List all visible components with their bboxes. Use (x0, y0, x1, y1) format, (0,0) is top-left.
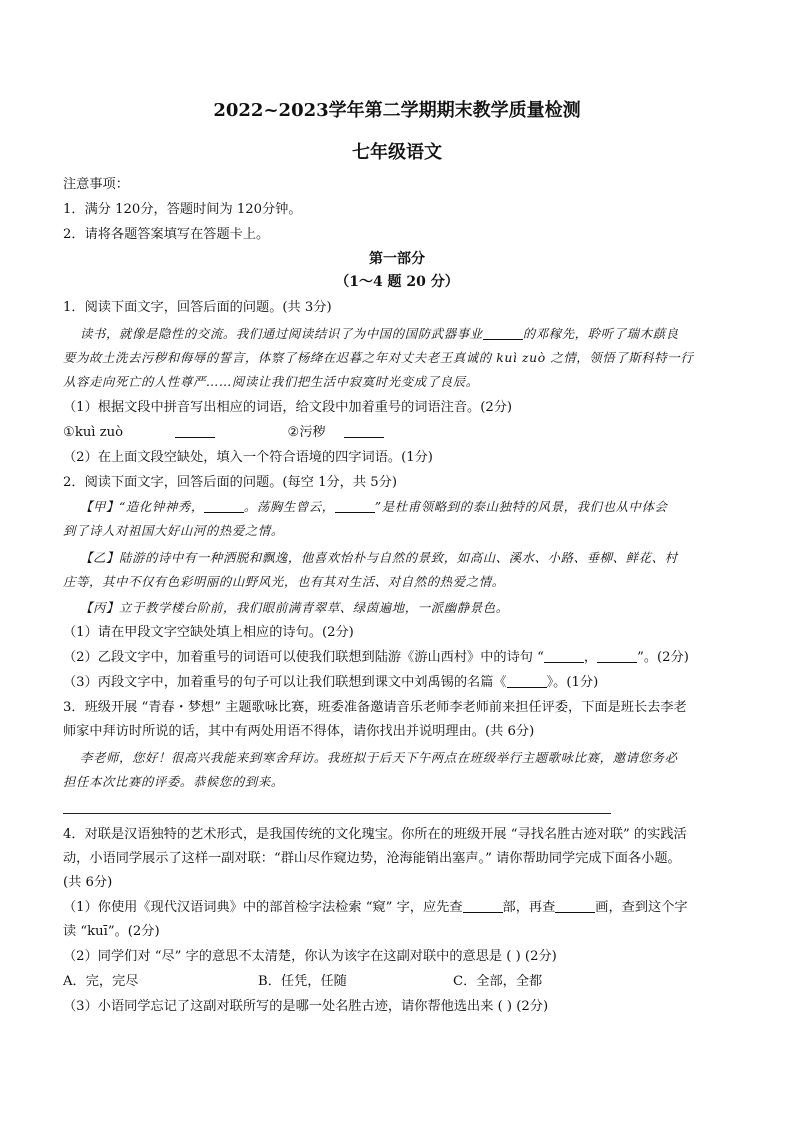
q2-sub2-text: ， (583, 650, 598, 665)
q4-option-b: B．任凭，任随 (258, 974, 347, 989)
q2-sub1: （1）请在甲段文字空缺处填上相应的诗句。(2分) (63, 625, 354, 640)
q4-options (63, 972, 743, 992)
q2-jia-blank-2 (335, 498, 375, 513)
q2-jia-text: 【甲】“造化钟神秀， (80, 499, 204, 514)
q3-stem-line-1: 3．班级开展 “青春・梦想” 主题歌咏比赛，班委准备邀请音乐老师李老师前来担任评委，下面是班长去李老 (63, 700, 687, 715)
q4-sub1-line-2: 读 “kuī”。(2分) (63, 924, 160, 939)
q2-sub3-text: 》。(1分) (546, 675, 599, 690)
q1-sub2: （2）在上面文段空缺处，填入一个符合语境的四字词语。(1分) (63, 450, 433, 465)
q2-stem: 2．阅读下面文字，回答后面的问题。(每空 1分，共 5分) (63, 475, 397, 490)
q4-option-c: C．全部，全都 (453, 974, 543, 989)
q1-sub1-b-blank (344, 423, 384, 438)
q2-jia-blank-1 (204, 498, 244, 513)
q4-sub1 (63, 898, 743, 918)
q2-sub2-blank-2 (597, 648, 637, 663)
exam-title: 2022~2023学年第二学期期末教学质量检测 (213, 100, 581, 121)
q4-sub2: （2）同学们对 “尽” 字的意思不太清楚，你认为该字在这副对联中的意思是 ( ) (2分) (63, 949, 557, 964)
q1-passage-line-3: 从容走向死亡的人性尊严……阅读让我们把生活中寂寞时光变成了良辰。 (63, 374, 479, 389)
q2-jia-line-1 (80, 497, 760, 517)
q2-sub3 (63, 673, 743, 693)
q4-stem-line-3: (共 6分) (63, 875, 113, 890)
q2-yi-line-1: 【乙】陆游的诗中有一种洒脱和飘逸，他喜欢怡朴与自然的景致，如高山、溪水、小路、垂柳、鲜花、村 (80, 550, 678, 565)
q4-sub1-blank-1 (463, 898, 503, 913)
q2-jia-text: 。荡胸生曾云， (243, 499, 335, 514)
q2-sub2-blank-1 (544, 648, 584, 663)
q1-stem: 1．阅读下面文字，回答后面的问题。(共 3分) (63, 300, 332, 315)
q1-sub1-b-label: ②污秽 (287, 425, 326, 440)
q3-stem-line-2: 师家中拜访时所说的话，其中有两处用语不得体，请你找出并说明理由。(共 6分) (63, 724, 535, 739)
q4-sub1-blank-2 (555, 898, 595, 913)
q1-passage-line-1 (80, 324, 760, 344)
q1-sub1-a-label: ①kuì zuò (63, 425, 124, 440)
q3-speech-line-2: 担任本次比赛的评委。恭候您的到来。 (63, 774, 284, 789)
q4-sub3: （3）小语同学忘记了这副对联所写的是哪一处名胜古迹，请你帮他选出来 ( ) (2分) (63, 999, 549, 1014)
q1-sub1-a-blank (175, 423, 215, 438)
q2-bing: 【丙】立于教学楼台阶前，我们眼前满青翠草、绿茵遍地，一派幽静景色。 (80, 600, 509, 615)
q4-sub1-text: （1）你使用《现代汉语词典》中的部首检字法检索 “窥” 字，应先查 (63, 900, 463, 915)
q4-stem-line-1: 4．对联是汉语独特的艺术形式，是我国传统的文化瑰宝。你所在的班级开展 “寻找名胜古迹对联” 的实践活 (63, 827, 687, 842)
q2-sub2-text: （2）乙段文字中，加着重号的词语可以使我们联想到陆游《游山西村》中的诗句 “ (63, 650, 544, 665)
q2-sub3-text: （3）丙段文字中，加着重号的句子可以让我们联想到课文中刘禹锡的名篇《 (63, 675, 507, 690)
q1-passage-line-2: 要为故土洗去污秽和侮辱的誓言，体察了杨绛在迟暮之年对丈夫老王真诚的 kuì zuò 之情，领悟了斯科特一行 (63, 350, 694, 365)
part-title: 第一部分 (369, 251, 425, 267)
q4-sub1-text: 部，再查 (502, 900, 556, 915)
q2-sub2-text: ”。(2分) (637, 650, 689, 665)
q1-sub1-answers (63, 423, 743, 443)
q1-blank (483, 325, 523, 340)
q2-jia-line-2: 到了诗人对祖国大好山河的热爱之情。 (63, 523, 284, 538)
q4-sub1-text: 画，查到这个字 (595, 900, 688, 915)
q1-passage-text: 读书，就像是隐性的交流。我们通过阅读结识了为中国的国防武器事业 (80, 326, 483, 341)
part-range: （1～4 题 20 分） (335, 274, 459, 290)
q3-speech-line-1: 李老师，您好！很高兴我能来到寒舍拜访。我班拟于后天下午两点在班级举行主题歌咏比赛，邀请您务必 (80, 750, 678, 765)
q1-sub1: （1）根据文段中拼音写出相应的词语，给文段中加着重号的词语注音。(2分) (63, 400, 513, 415)
q2-yi-line-2: 庄等，其中不仅有色彩明丽的山野风光，也有其对生活、对自然的热爱之情。 (63, 574, 505, 589)
notice-item-2: 2．请将各题答案填写在答题卡上。 (63, 227, 270, 242)
q4-stem-line-2: 动，小语同学展示了这样一副对联：“群山尽作窥边势，沧海能销出塞声。” 请你帮助同学完成下面各小题。 (63, 851, 681, 866)
answer-line-divider (63, 813, 611, 814)
exam-subtitle: 七年级语文 (352, 142, 442, 163)
q4-option-a: A．完，完尽 (63, 974, 139, 989)
q1-passage-text: 的邓稼先，聆听了瑞木蕻良 (522, 326, 679, 341)
notice-heading: 注意事项： (63, 177, 129, 192)
notice-item-1: 1．满分 120分，答题时间为 120分钟。 (63, 202, 302, 217)
q2-jia-text: ”是杜甫领略到的泰山独特的风景，我们也从中体会 (374, 499, 668, 514)
q2-sub2 (63, 648, 743, 668)
q2-sub3-blank (507, 673, 547, 688)
